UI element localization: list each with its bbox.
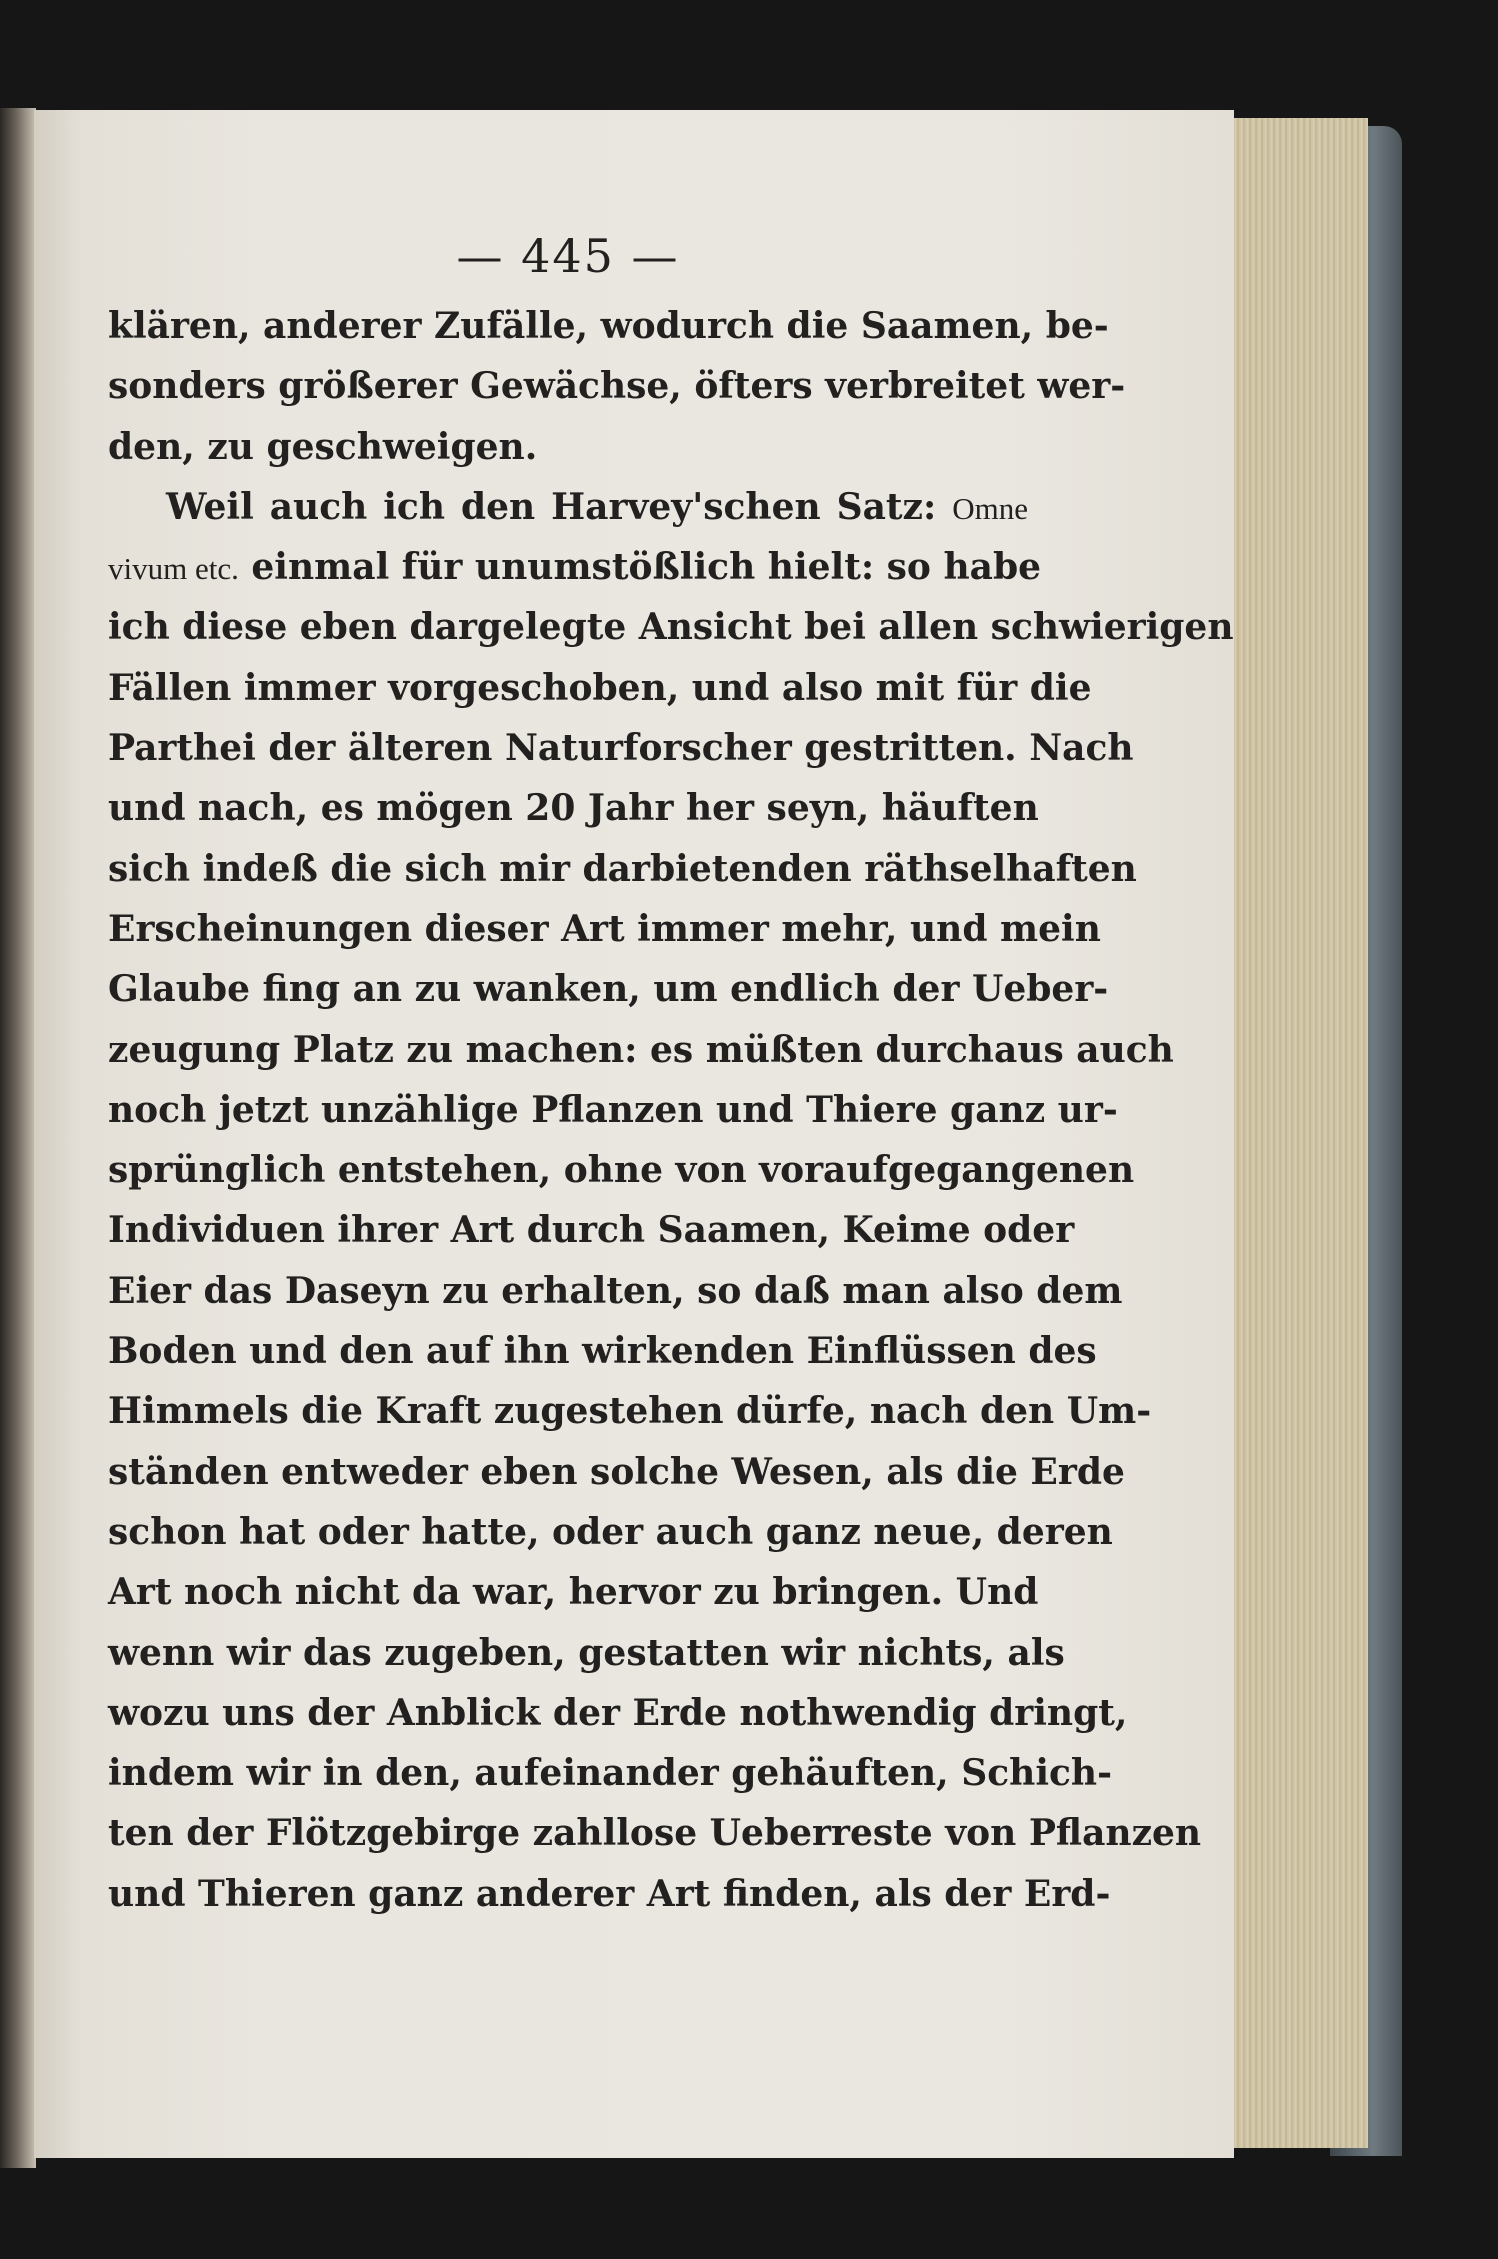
- text-line: [108, 356, 1126, 416]
- text-line: [108, 658, 1092, 718]
- text-line: [108, 1683, 1128, 1743]
- text-line: [108, 1020, 1174, 1080]
- text-segment: ten der Flötzgebirge zahllose Ueberreste von Pflanzen: [108, 1812, 1202, 1855]
- text-segment: wozu uns der Anblick der Erde nothwendig dringt,: [108, 1691, 1128, 1734]
- text-segment: Fällen immer vorgeschoben, und also mit für die: [108, 666, 1092, 709]
- text-line: [108, 1200, 1075, 1260]
- text-segment: und nach, es mögen 20 Jahr her seyn, häuften: [108, 787, 1039, 830]
- text-segment: klären, anderer Zufälle, wodurch die Saamen, be-: [108, 305, 1109, 347]
- text-line: [108, 1321, 1097, 1381]
- text-segment: Boden und den auf ihn wirkenden Einflüssen des: [108, 1330, 1097, 1373]
- left-page-edge: [0, 108, 36, 2168]
- text-segment: Weil auch ich den Harvey'schen Satz:: [166, 485, 953, 528]
- text-segment: sprünglich entstehen, ohne von voraufgegangenen: [108, 1149, 1135, 1192]
- text-line: [108, 296, 1109, 356]
- text-line: [108, 778, 1039, 838]
- latin-phrase: vivum etc.: [108, 551, 239, 587]
- latin-phrase: Omne: [952, 490, 1028, 526]
- text-line: [108, 1502, 1113, 1562]
- text-line: [108, 1381, 1152, 1441]
- text-segment: sonders größerer Gewächse, öfters verbreitet wer-: [108, 365, 1126, 408]
- text-segment: Art noch nicht da war, hervor zu bringen. Und: [108, 1571, 1039, 1614]
- text-line: [108, 959, 1109, 1019]
- text-line: [108, 477, 1028, 537]
- text-segment: Parthei der älteren Naturforscher gestritten. Nach: [108, 727, 1134, 770]
- text-segment: zeugung Platz zu machen: es müßten durchaus auch: [108, 1028, 1174, 1071]
- text-line: [108, 718, 1134, 778]
- page-number: — 445 —: [456, 229, 680, 283]
- text-segment: Glaube fing an zu wanken, um endlich der Ueber-: [108, 968, 1109, 1011]
- text-lines: [108, 296, 1234, 1924]
- text-segment: wenn wir das zugeben, gestatten wir nichts, als: [108, 1631, 1065, 1674]
- text-line: [108, 1803, 1202, 1863]
- text-line: [108, 1442, 1125, 1502]
- text-segment: indem wir in den, aufeinander gehäuften, Schich-: [108, 1752, 1113, 1795]
- text-line: [108, 1261, 1123, 1321]
- text-line: [108, 839, 1137, 899]
- text-line: [108, 899, 1101, 959]
- text-line: [108, 537, 1042, 597]
- text-segment: ständen entweder eben solche Wesen, als die Erde: [108, 1450, 1125, 1493]
- text-line: [108, 1562, 1039, 1622]
- text-segment: Individuen ihrer Art durch Saamen, Keime oder: [108, 1209, 1075, 1252]
- text-line: [108, 1140, 1135, 1200]
- page-block-edges: [1226, 118, 1368, 2148]
- text-segment: noch jetzt unzählige Pflanzen und Thiere ganz ur-: [108, 1088, 1118, 1131]
- text-line: [108, 1623, 1065, 1683]
- text-segment: einmal für unumstößlich hielt: so habe: [238, 546, 1042, 589]
- text-segment: Erscheinungen dieser Art immer mehr, und mein: [108, 907, 1101, 950]
- text-segment: schon hat oder hatte, oder auch ganz neue, deren: [108, 1510, 1113, 1553]
- text-line: [108, 597, 1234, 657]
- text-segment: ich diese eben dargelegte Ansicht bei allen schwierigen: [108, 606, 1234, 649]
- text-segment: Eier das Daseyn zu erhalten, so daß man also dem: [108, 1269, 1123, 1312]
- text-segment: den, zu geschweigen.: [108, 425, 538, 468]
- page-text-area: [108, 226, 1234, 1924]
- text-line: [108, 1864, 1111, 1924]
- text-line: [108, 1080, 1118, 1140]
- text-line: [108, 417, 1028, 477]
- text-line: [108, 1743, 1113, 1803]
- text-segment: sich indeß die sich mir darbietenden räthselhaften: [108, 847, 1137, 890]
- text-segment: und Thieren ganz anderer Art finden, als der Erd-: [108, 1872, 1111, 1915]
- text-segment: Himmels die Kraft zugestehen dürfe, nach den Um-: [108, 1390, 1152, 1433]
